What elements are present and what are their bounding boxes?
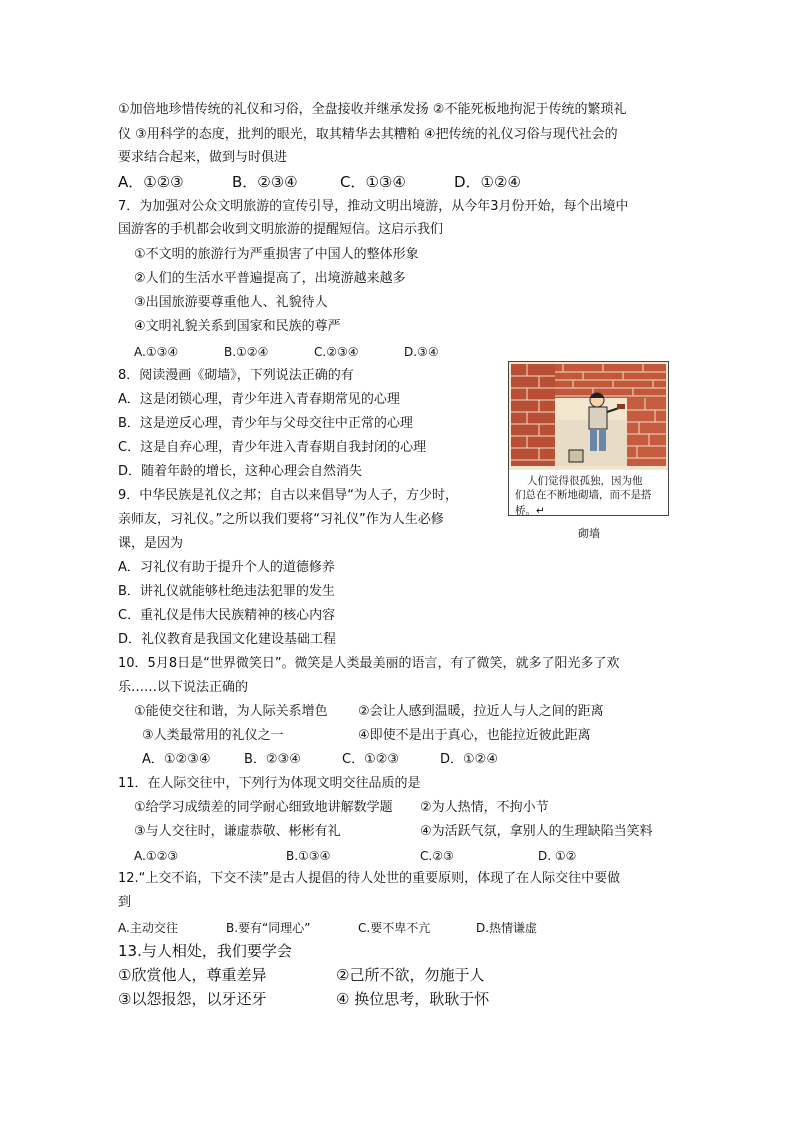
cartoon-illustration (509, 362, 668, 470)
q6-line-1: ①加倍地珍惜传统的礼仪和习俗，全盘接收并继承发扬 ②不能死板地拘泥于传统的繁琐礼 (118, 102, 627, 117)
q7-option-b: B.①②④ (224, 345, 269, 359)
q12-stem-1: 12.“上交不谄，下交不渎”是古人提倡的待人处世的重要原则，体现了在人际交往中要做 (118, 871, 621, 886)
q7-statement-1: ①不文明的旅游行为严重损害了中国人的整体形象 (134, 247, 419, 262)
q11-option-b: B.①③④ (286, 849, 331, 863)
q8-option-a: A．这是闭锁心理，青少年进入青春期常见的心理 (118, 392, 400, 407)
q10-statement-2: ②会让人感到温暖，拉近人与人之间的距离 (358, 704, 604, 719)
q12-option-b: B.要有“同理心” (226, 921, 311, 935)
q12-option-c: C.要不卑不亢 (358, 921, 431, 935)
q10-option-c: C．①②③ (342, 752, 400, 767)
q13-stem: 13.与人相处，我们要学会 (118, 942, 292, 960)
q6-line-2: 仪 ③用科学的态度，批判的眼光，取其精华去其糟粕 ④把传统的礼仪习俗与现代社会的 (118, 127, 618, 142)
q9-stem-1: 9．中华民族是礼仪之邦；自古以来倡导“为人子，方少时， (118, 488, 459, 503)
q10-option-d: D．①②④ (440, 752, 498, 767)
q9-option-c: C．重礼仪是伟大民族精神的核心内容 (118, 608, 336, 623)
q11-stem: 11．在人际交往中，下列行为体现文明交往品质的是 (118, 776, 421, 791)
q11-statement-1: ①给学习成绩差的同学耐心细致地讲解数学题 (134, 800, 393, 815)
q11-statement-3: ③与人交往时，谦虚恭敬、彬彬有礼 (134, 824, 341, 839)
q7-option-a: A.①③④ (134, 345, 179, 359)
q11-statement-2: ②为人热情，不拘小节 (420, 800, 549, 815)
q10-statement-4: ④即使不是出于真心，也能拉近彼此距离 (358, 728, 591, 743)
q10-stem-2: 乐……以下说法正确的 (118, 680, 249, 695)
q7-statement-2: ②人们的生活水平普遍提高了，出境游越来越多 (134, 271, 406, 286)
q11-statement-4: ④为活跃气氛，拿别人的生理缺陷当笑料 (420, 824, 653, 839)
q7-option-d: D.③④ (404, 345, 439, 359)
q7-statement-3: ③出国旅游要尊重他人、礼貌待人 (134, 295, 328, 310)
q10-stem-1: 10．5月8日是“世界微笑日”。微笑是人类最美丽的语言，有了微笑，就多了阳光多了欢 (118, 656, 620, 671)
q9-stem-2: 亲师友，习礼仪。”之所以我们要将“习礼仪”作为人生必修 (118, 512, 444, 527)
q6-option-c: C．①③④ (340, 173, 406, 191)
q10-option-b: B．②③④ (244, 752, 301, 767)
q13-statement-1: ①欣赏他人，尊重差异 (118, 966, 267, 984)
cartoon-caption-line-1: 人们觉得很孤独，因为他 (527, 475, 643, 487)
q6-option-a: A．①②③ (118, 173, 184, 191)
q8-stem: 8．阅读漫画《砌墙》，下列说法正确的有 (118, 368, 354, 383)
cartoon-caption-line-2: 们总在不断地砌墙，而不是搭 (515, 489, 652, 501)
cartoon-caption-line-3: 桥。↵ (515, 505, 545, 517)
q8-option-d: D．随着年龄的增长，这种心理会自然消失 (118, 464, 363, 479)
q7-stem-2: 国游客的手机都会收到文明旅游的提醒短信。这启示我们 (118, 222, 444, 237)
q10-option-a: A．①②③④ (142, 752, 211, 767)
q11-option-d: D. ①② (538, 849, 577, 863)
q11-option-a: A.①②③ (134, 849, 179, 863)
q6-option-b: B．②③④ (232, 173, 298, 191)
q12-stem-2: 到 (118, 895, 132, 910)
q9-option-b: B．讲礼仪就能够杜绝违法犯罪的发生 (118, 584, 335, 599)
q9-stem-3: 课，是因为 (118, 536, 184, 551)
cartoon-title: 砌墙 (578, 527, 600, 540)
q8-option-b: B．这是逆反心理，青少年与父母交往中正常的心理 (118, 416, 413, 431)
q9-option-d: D．礼仪教育是我国文化建设基础工程 (118, 632, 337, 647)
q13-statement-2: ②己所不欲，勿施于人 (336, 966, 485, 984)
q13-statement-4: ④ 换位思考，耿耿于怀 (336, 990, 490, 1008)
q7-statement-4: ④文明礼貌关系到国家和民族的尊严 (134, 319, 341, 334)
q6-line-3: 要求结合起来，做到与时俱进 (118, 150, 288, 165)
q13-statement-3: ③以怨报怨，以牙还牙 (118, 990, 267, 1008)
q6-option-d: D．①②④ (454, 173, 521, 191)
q7-stem-1: 7．为加强对公众文明旅游的宣传引导，推动文明出境游，从今年3月份开始，每个出境中 (118, 199, 629, 214)
cartoon-brick-wall (508, 361, 669, 516)
q12-option-d: D.热情谦虚 (476, 921, 538, 935)
q10-statement-3: ③人类最常用的礼仪之一 (142, 728, 284, 743)
q11-option-c: C.②③ (420, 849, 454, 863)
q12-option-a: A.主动交往 (118, 921, 178, 935)
q9-option-a: A．习礼仪有助于提升个人的道德修养 (118, 560, 335, 575)
q10-statement-1: ①能使交往和谐，为人际关系增色 (134, 704, 328, 719)
q7-option-c: C.②③④ (314, 345, 359, 359)
q8-option-c: C．这是自弃心理，青少年进入青春期自我封闭的心理 (118, 440, 427, 455)
